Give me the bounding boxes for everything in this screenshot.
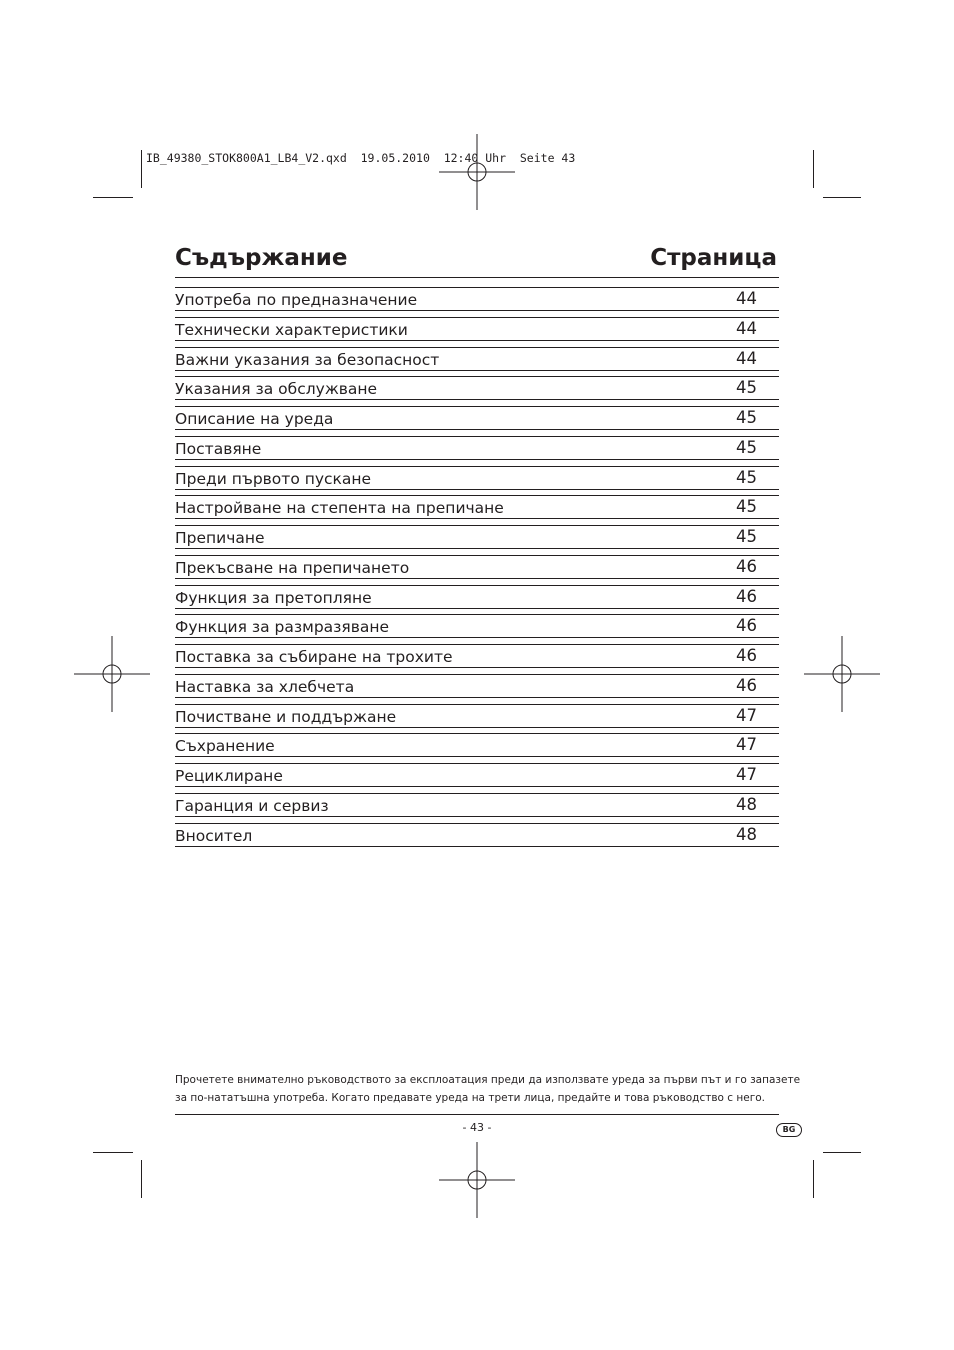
- toc-entry-page: 45: [736, 527, 757, 546]
- toc-entry-page: 45: [736, 497, 757, 517]
- toc-entry-page: 44: [736, 348, 757, 368]
- registration-mark-icon: [439, 134, 515, 210]
- toc-entry[interactable]: [175, 674, 779, 698]
- file-slug-line: IB_49380_STOK800A1_LB4_V2.qxd 19.05.2010 12:40 Uhr Seite 43: [146, 151, 576, 165]
- toc-entry-label: Гаранция и сервиз: [175, 796, 329, 815]
- registration-mark-icon: [74, 636, 150, 712]
- toc-entry-label: Вносител: [175, 826, 253, 845]
- toc-entry-label: Указания за обслужване: [175, 380, 378, 399]
- toc-entry[interactable]: [175, 793, 779, 817]
- toc-entry-page: 45: [736, 408, 757, 427]
- toc-entry[interactable]: [175, 287, 779, 311]
- toc-entry-label: Настройване на степента на препичане: [175, 499, 504, 518]
- toc-entry-label: Съхранение: [175, 737, 275, 756]
- toc-entry[interactable]: [175, 495, 779, 519]
- toc-entry[interactable]: [175, 406, 779, 430]
- toc-entry-page: 44: [736, 289, 757, 308]
- toc-entry[interactable]: [175, 317, 779, 341]
- toc-entry-page: 47: [736, 765, 757, 784]
- toc-entry-page: 46: [736, 675, 757, 695]
- toc-entry-label: Прекъсване на препичането: [175, 558, 410, 577]
- crop-mark-top-left-vertical: [141, 150, 142, 188]
- page-number: - 43 -: [462, 1121, 492, 1134]
- toc-entry[interactable]: [175, 614, 779, 638]
- toc-entry-page: 48: [736, 794, 757, 814]
- toc-entry-page: 47: [736, 735, 757, 755]
- toc-entry-page: 45: [736, 437, 757, 457]
- toc-entry-label: Важни указания за безопасност: [175, 350, 440, 369]
- usage-note-line-1: Прочетете внимателно ръководството за експлоатация преди да използвате уреда за първи път и го запазете: [175, 1074, 801, 1086]
- toc-entry-label: Наставка за хлебчета: [175, 677, 355, 696]
- crop-mark-bottom-right-horizontal: [823, 1152, 861, 1153]
- toc-entry[interactable]: [175, 644, 779, 668]
- toc-list: [175, 287, 779, 852]
- toc-entry[interactable]: [175, 733, 779, 757]
- toc-entry[interactable]: [175, 376, 779, 400]
- toc-entry-page: 45: [736, 378, 757, 398]
- toc-entry[interactable]: [175, 555, 779, 579]
- toc-entry[interactable]: [175, 466, 779, 490]
- toc-entry-page: 44: [736, 318, 757, 338]
- toc-entry-label: Функция за претопляне: [175, 588, 372, 607]
- toc-entry-page: 47: [736, 705, 757, 725]
- toc-title: Съдържание: [175, 245, 348, 271]
- toc-entry-label: Поставка за събиране на трохите: [175, 648, 453, 666]
- toc-entry-label: Функция за размразяване: [175, 618, 390, 637]
- usage-note: [175, 1071, 801, 1115]
- toc-entry-label: Употреба по предназначение: [175, 291, 418, 309]
- toc-header: [175, 243, 779, 278]
- toc-entry-label: Поставяне: [175, 439, 262, 458]
- crop-mark-bottom-right-vertical: [813, 1160, 814, 1198]
- crop-mark-bottom-left-vertical: [141, 1160, 142, 1198]
- language-badge: BG: [776, 1123, 802, 1137]
- usage-note-line-2: за по-нататъшна употреба. Когато предавате уреда на трети лица, предайте и това ръководство с него.: [175, 1092, 765, 1104]
- toc-entry[interactable]: [175, 347, 779, 371]
- toc-page-column-title: Страница: [650, 245, 777, 271]
- toc-entry-label: Препичане: [175, 529, 265, 547]
- toc-entry[interactable]: [175, 525, 779, 549]
- toc-entry-page: 48: [736, 824, 757, 844]
- toc-entry-page: 45: [736, 467, 757, 487]
- crop-mark-top-right-vertical: [813, 150, 814, 188]
- toc-entry[interactable]: [175, 823, 779, 847]
- toc-entry-label: Преди първото пускане: [175, 469, 372, 488]
- toc-entry[interactable]: [175, 704, 779, 728]
- crop-mark-top-left-horizontal: [93, 197, 133, 198]
- registration-mark-icon: [439, 1142, 515, 1218]
- toc-entry-label: Технически характеристики: [175, 320, 408, 339]
- crop-mark-top-right-horizontal: [823, 197, 861, 198]
- toc-entry-page: 46: [736, 646, 757, 665]
- registration-mark-icon: [804, 636, 880, 712]
- toc-entry[interactable]: [175, 763, 779, 787]
- crop-mark-bottom-left-horizontal: [93, 1152, 133, 1153]
- toc-entry-label: Описание на уреда: [175, 410, 334, 428]
- toc-entry-page: 46: [736, 616, 757, 636]
- toc-entry-page: 46: [736, 556, 757, 576]
- toc-entry-label: Рециклиране: [175, 767, 283, 785]
- toc-entry[interactable]: [175, 585, 779, 609]
- toc-entry[interactable]: [175, 436, 779, 460]
- toc-entry-label: Почистване и поддържане: [175, 707, 397, 726]
- toc-entry-page: 46: [736, 586, 757, 606]
